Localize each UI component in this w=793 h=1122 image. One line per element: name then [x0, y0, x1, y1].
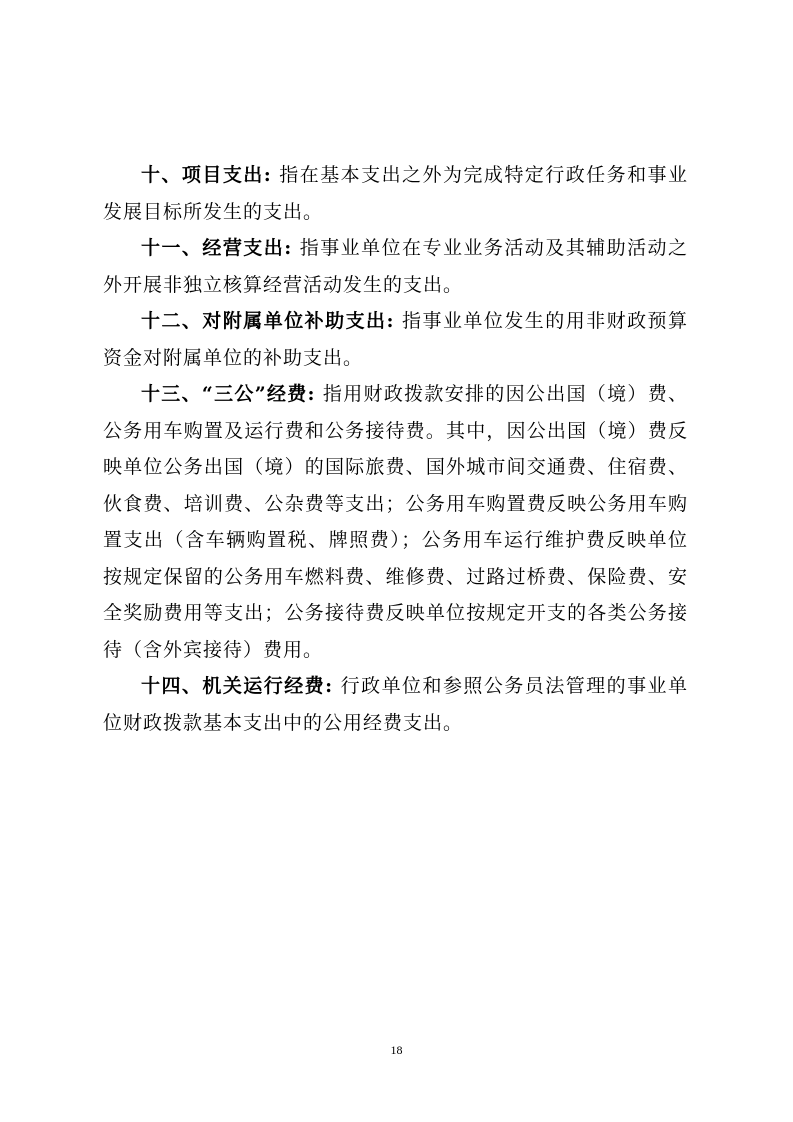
paragraph-operating-expenditure	[103, 230, 688, 303]
term-heading: 十二、对附属单位补助支出:	[141, 310, 395, 332]
term-heading: 十、项目支出:	[141, 164, 272, 186]
term-heading: 十三、“三公”经费:	[141, 383, 316, 405]
term-heading: 十一、经营支出:	[141, 237, 293, 259]
term-definition: 指事业单位在专业业务活动及其辅助活动之外开展非独立核算经营活动发生的支出。	[103, 237, 688, 296]
term-definition: 指在基本支出之外为完成特定行政任务和事业发展目标所发生的支出。	[103, 164, 689, 223]
paragraph-agency-operating-funds	[103, 668, 688, 741]
term-definition: 行政单位和参照公务员法管理的事业单位财政拨款基本支出中的公用经费支出。	[103, 675, 689, 734]
term-heading: 十四、机关运行经费:	[141, 675, 334, 697]
paragraph-project-expenditure	[103, 157, 688, 230]
page-number: 18	[390, 1043, 403, 1057]
document-body	[103, 157, 688, 741]
paragraph-subsidiary-subsidy	[103, 303, 688, 376]
term-definition: 指事业单位发生的用非财政预算资金对附属单位的补助支出。	[103, 310, 688, 369]
term-definition: 指用财政拨款安排的因公出国（境）费、公务用车购置及运行费和公务接待费。其中，因公出国（境）费反映单位公务出国（境）的国际旅费、国外城市间交通费、住宿费、伙食费、培训费、公杂费等支出；公务用车购置费反映公务用车购置支出（含车辆购置税、牌照费）；公务用车运行维护费反映单位按规定保留的公务用车燃料费、维修费、过路过桥费、保险费、安全奖励费用等支出；公务接待费反映单位按规定开支的各类公务接待（含外宾接待）费用。	[103, 383, 689, 661]
paragraph-three-public-expenses	[103, 376, 688, 668]
